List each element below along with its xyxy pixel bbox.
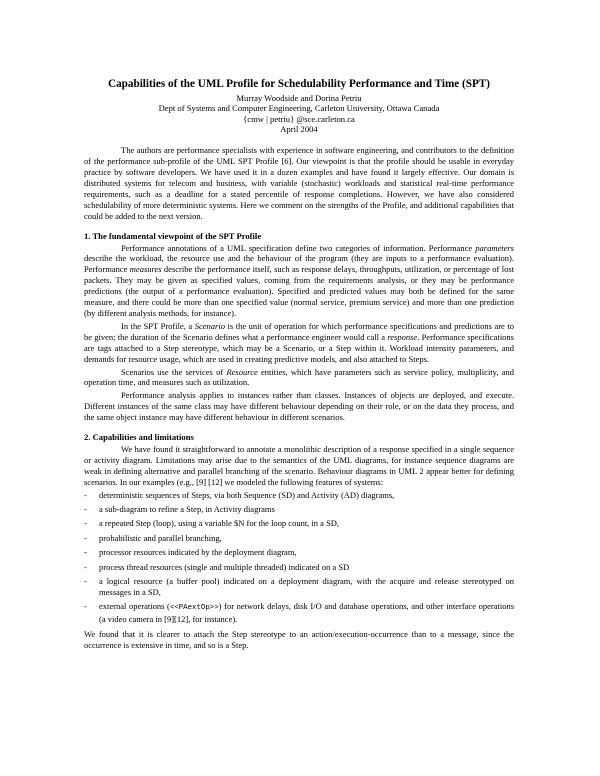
list-item [84,533,514,544]
stereotype-code: <<PAextOp>> [169,604,219,613]
list-dash: - [84,547,87,558]
text-span: Performance annotations of a UML specification define two categories of information. Performance [121,242,476,253]
feature-list [84,490,514,626]
section-2-heading: 2. Capabilities and limitations [84,432,194,443]
text-span: external operations ( [99,601,170,612]
section-1-paragraph-3 [84,367,514,389]
list-dash: - [84,561,87,572]
list-item [84,547,514,558]
paper-page [84,78,514,653]
list-item-text: process thread resources (single and multiple threaded) indicated on a SD [99,561,350,572]
list-item-text: a logical resource (a buffer pool) indicated on a deployment diagram, with the acquire and release stereotyped on messages in a SD, [99,576,514,597]
list-dash: - [84,504,87,515]
list-dash: - [84,532,87,543]
paper-email: {cmw | petriu} @sce.carleton.ca [243,113,355,124]
section-1-heading: 1. The fundamental viewpoint of the SPT Profile [84,230,262,241]
term-parameters: parameters [475,242,514,253]
text-span: In the SPT Profile, a [121,320,195,331]
section-1-paragraph-2 [84,321,514,365]
list-item-text: processor resources indicated by the deployment diagram, [99,547,297,558]
text-span: describe the performance itself, such as response delays, throughputs, utilization, or percentage of lost packets. They may be given as specified values, coming from the requirements analysis, or they may be performance predictions (the output of a performance evaluation). Specified and predicted values may both be defined for the same measure, and there could be more than one specified value (normal service, premium service) and more than one prediction (by different analysis methods, for instance). [84,264,515,318]
section-1-paragraph-4: Performance analysis applies to instances rather than classes. Instances of objects are deployed, and execute. Different instances of the same class may have different behaviour depending on their role, or on the data they process, and the same object instance may have different behaviour in different scenarios. [84,390,514,423]
list-item [84,576,514,598]
text-span: describe the workload, the resource use and the behaviour of the program (they are inputs to a performance evaluation). Performance [84,253,514,275]
text-span: ) for network delays, disk I/O and database operations, and other interface operations (a video camera in [9][12], for instance). [99,601,514,625]
list-item [84,601,514,625]
list-dash: - [84,576,87,587]
paper-title: Capabilities of the UML Profile for Schedulability Performance and Time (SPT) [107,78,490,90]
text-span: is the unit of operation for which performance specifications and predictions are to be given; the duration of the Scenario defines what a performance engineer would call a [84,320,514,342]
term-measures: measures [129,264,162,275]
term-scenario: Scenario [194,320,225,331]
list-dash: - [84,489,87,500]
paper-date: April 2004 [280,123,318,134]
text-span: . Performance specifications are tags attached to a Step stereotype, which may be a Scenario, or a Step within it. Workload intensity parameters, and demands for resource usage, which are used in creating predictive models, and also attached to Steps. [84,331,514,364]
list-item [84,490,514,501]
list-item-text: a sub-diagram to refine a Step, in Activity diagrams [99,504,275,515]
section-2-intro: We have found it straightforward to annotate a monolithic description of a response specified in a single sequence or activity diagram. Limitations may arise due to the semantics of the UML diagrams, for instance sequence diagrams are weak in defining alternative and parallel branching of the scenario. Behaviour diagrams in UML 2 appear better for defining scenarios. In our examples (e.g., [9] [12] we modeled the following features of systems: [84,444,514,487]
list-item-text: a repeated Step (loop), using a variable $N for the loop count, in a SD, [99,518,340,529]
text-span: Scenarios use the services of [121,366,227,377]
list-dash: - [84,518,87,529]
list-item [84,504,514,515]
paper-authors: Murray Woodside and Dorina Petriu [236,93,362,103]
list-item [84,562,514,573]
section-1-paragraph-1 [84,243,514,319]
term-response: response [387,331,418,342]
list-item [84,518,514,529]
section-2-closing: We found that it is clearer to attach the Step stereotype to an action/execution-occurrence than to a message, since the occurrence is extensive in time, and so is a Step. [84,628,514,650]
list-item-text: deterministic sequences of Steps, via both Sequence (SD) and Activity (AD) diagrams, [99,489,395,500]
text-span: entities, which have parameters such as service policy, multiplicity, and operation time, and measures such as utilization. [84,366,515,388]
paper-affiliation: Dept of Systems and Computer Engineering, Carleton University, Ottawa Canada [158,103,440,114]
list-dash: - [84,601,87,612]
term-resource: Resource [226,366,258,377]
list-item-text: probabilistic and parallel branching, [99,532,222,543]
abstract-paragraph: The authors are performance specialists with experience in software engineering, and contributors to the definition of the performance sub-profile of the UML SPT Profile [6]. Our viewpoint is that the profile should be usable in everyday practice by software developers. We have used it in a dozen examples and have found it largely effective. Our domain is distributed systems for telecom and business, with variable (stochastic) workloads and statistical real-time performance requirements, such as a deadline for a stated percentile of response completions. However, we have also considered schedulability of more deterministic systems. Here we comment on the strengths of the Profile, and additional capabilities that could be added to the next version. [84,145,514,221]
